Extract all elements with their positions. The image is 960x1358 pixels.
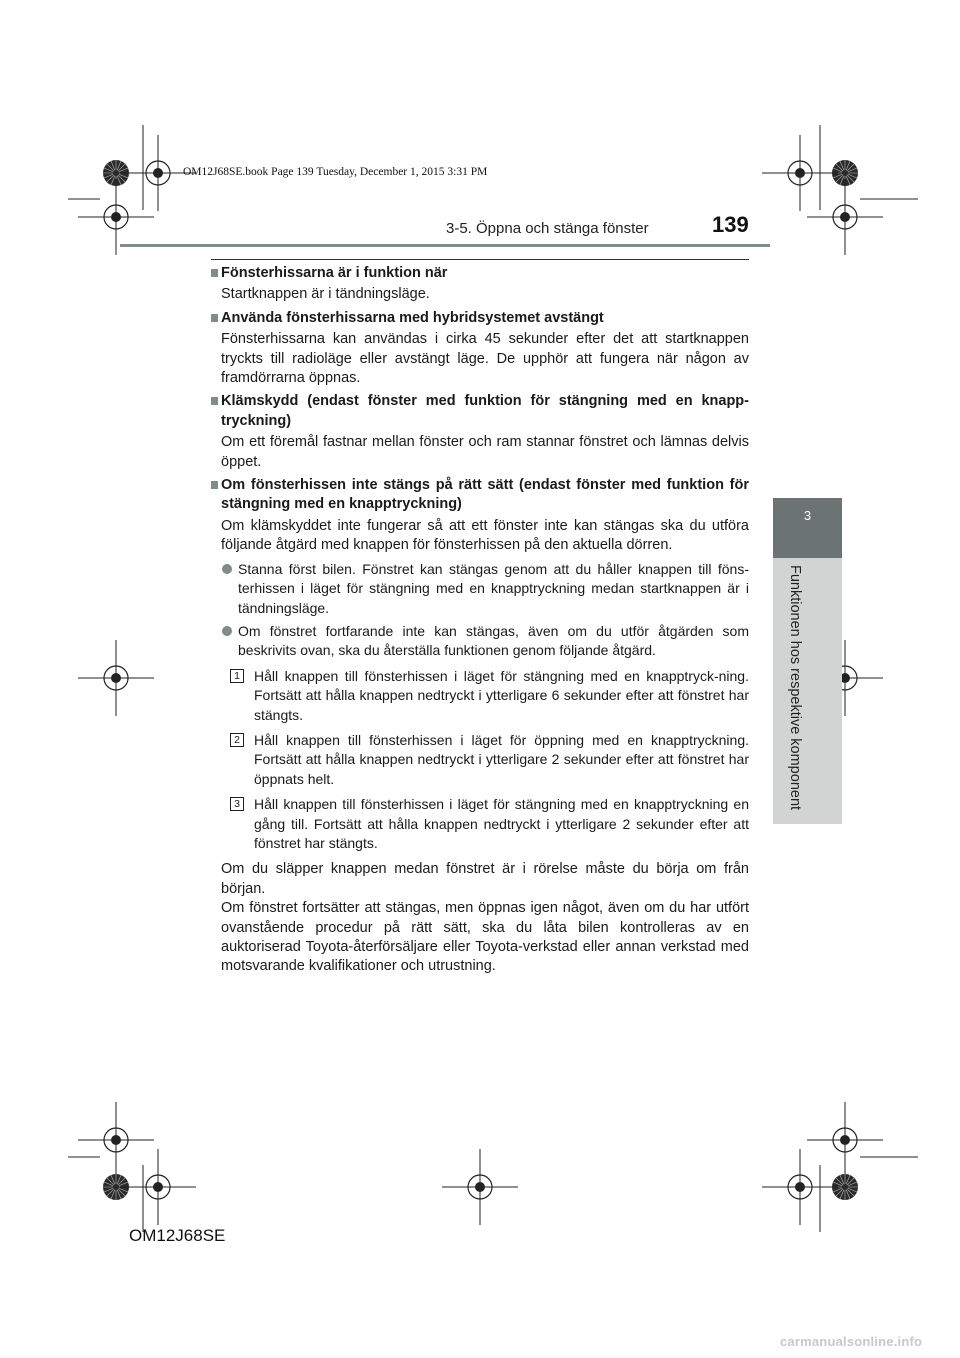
chapter-title: Funktionen hos respektive komponent	[787, 565, 803, 811]
circle-bullet-icon	[222, 564, 232, 574]
watermark: carmanualsonline.info	[780, 1334, 923, 1349]
content-rule	[211, 259, 749, 260]
section	[211, 476, 749, 977]
step-number-badge: 3	[230, 797, 244, 811]
section	[211, 264, 749, 305]
page-content	[211, 264, 749, 981]
step-number-badge: 2	[230, 733, 244, 747]
circle-bullet-icon	[222, 626, 232, 636]
section-text: Om ett föremål fastnar mellan fönster och ram stannar fönstret och lämnas delvis öppet.	[221, 434, 749, 470]
book-stamp: OM12J68SE.book Page 139 Tuesday, December 1, 2015 3:31 PM	[183, 166, 488, 178]
header-section-title: 3-5. Öppna och stänga fönster	[446, 220, 649, 237]
list-item: Om fönstret fortfarande inte kan stängas, även om du utför åtgärden som beskrivits ovan, ska du återställa funktionen genom följande åtgärd.	[211, 622, 749, 661]
square-bullet-icon	[211, 314, 218, 322]
section-text: Om klämskyddet inte fungerar så att ett fönster inte kan stängas ska du utföra följande åtgärd med knappen för fönsterhissen på den aktuella dörren.	[221, 517, 749, 554]
page-number: 139	[712, 212, 749, 237]
section-title: Använda fönsterhissarna med hybridsystemet avstängt	[211, 309, 749, 328]
section-text: Fönsterhissarna kan användas i cirka 45 sekunder efter det att startknappen tryckts till radioläge eller avstängt läge. De upphör att fungera när någon av framdörrarna öppnas.	[221, 331, 749, 387]
header-rule	[120, 244, 770, 247]
square-bullet-icon	[211, 481, 218, 489]
step-item: 2 Håll knappen till fönsterhissen i läget för öppning med en knapptryckning. Fortsätt att hålla knappen nedtryckt i ytterligare 2 sekunder efter att fönstret har öppnats helt.	[211, 731, 749, 789]
document-code: OM12J68SE	[129, 1226, 226, 1245]
section-title: Klämskydd (endast fönster med funktion för stängning med en knapp-tryckning)	[211, 392, 749, 431]
step-item: 3 Håll knappen till fönsterhissen i läget för stängning med en knapptryckning en gång till. Fortsätt att hålla knappen nedtryckt i ytterligare 2 sekunder efter att fönstret har stängts.	[211, 795, 749, 853]
section	[211, 309, 749, 389]
step-item: 1 Håll knappen till fönsterhissen i läget för stängning med en knapptryck-ning. Fortsätt att hålla knappen nedtryckt i ytterligare 6 sekunder efter att fönstret har stängts.	[211, 667, 749, 725]
chapter-tab	[773, 498, 842, 558]
section-text: Startknappen är i tändningsläge.	[221, 286, 430, 303]
section-title: Om fönsterhissen inte stängs på rätt sätt (endast fönster med funktion för stängning med en knapptryckning)	[211, 476, 749, 515]
step-number-badge: 1	[230, 669, 244, 683]
list-item: Stanna först bilen. Fönstret kan stängas genom att du håller knappen till föns-terhissen i läget för stängning med en knapptryckning medan startknappen är i tändningsläge.	[211, 560, 749, 618]
square-bullet-icon	[211, 397, 218, 405]
closing-text: Om du släpper knappen medan fönstret är i rörelse måste du börja om från början. Om fönstret fortsätter att stängas, men öppnas igen något, även om du har utfört ovanstående procedur på rätt sätt, ska du låta bilen kontrolleras av en auktoriserad Toyota-återförsäljare eller Toyota-verkstad eller annan verkstad med motsvarande kvalifikationer och utrustning.	[221, 861, 749, 975]
square-bullet-icon	[211, 269, 218, 277]
chapter-number: 3	[803, 508, 812, 523]
section	[211, 392, 749, 472]
section-title: Fönsterhissarna är i funktion när	[211, 264, 749, 283]
